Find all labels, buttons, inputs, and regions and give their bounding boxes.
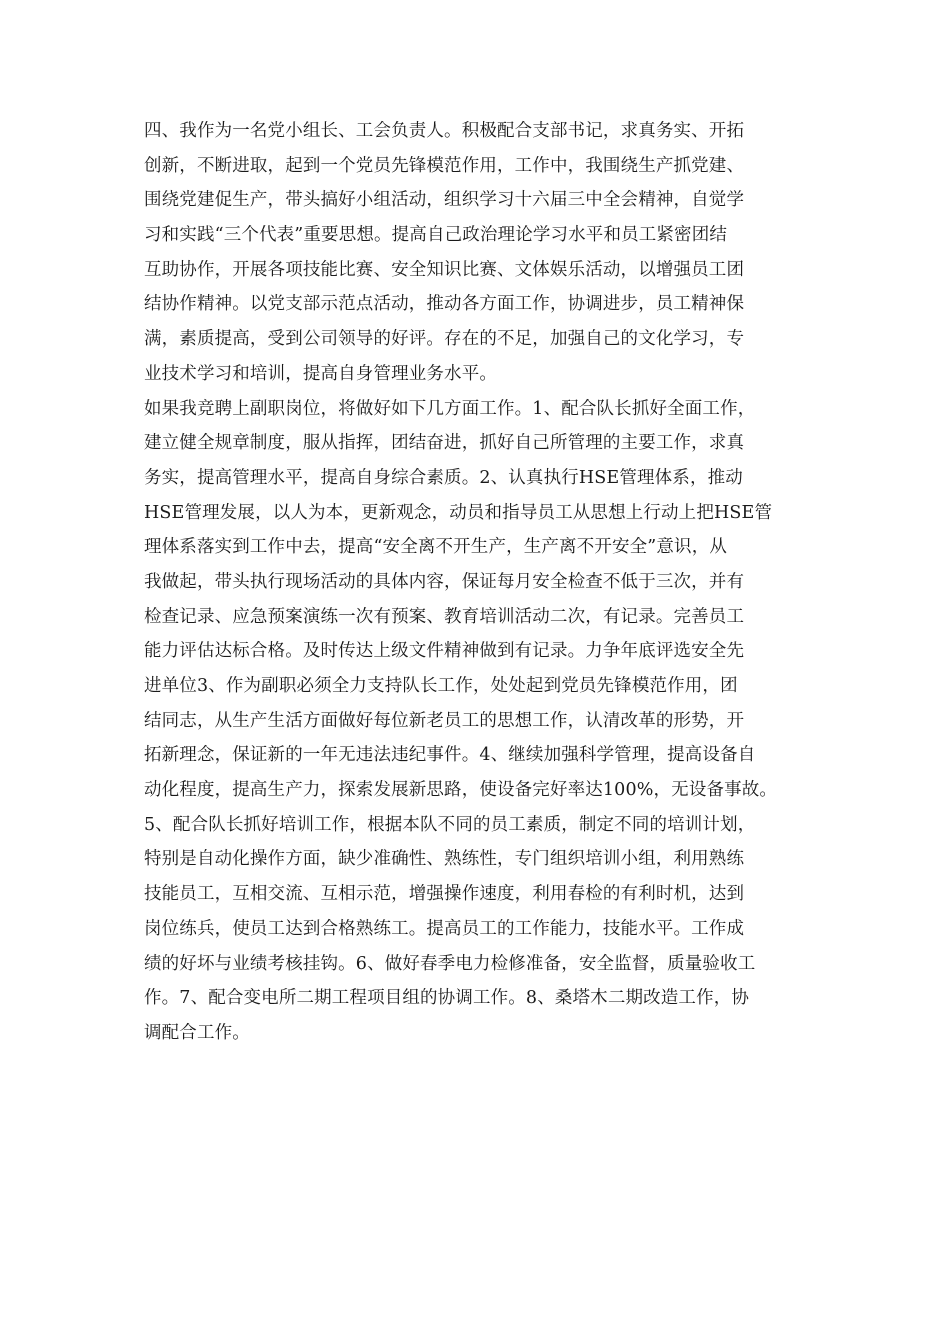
text-line: 特别是自动化操作方面，缺少准确性、熟练性，专门组织培训小组，利用熟练 xyxy=(144,849,745,870)
text-line: 满，素质提高，受到公司领导的好评。存在的不足，加强自己的文化学习，专 xyxy=(144,329,745,350)
text-line: 业技术学习和培训，提高自身管理业务水平。 xyxy=(144,363,497,384)
text-line: 拓新理念，保证新的一年无违法违纪事件。4、继续加强科学管理，提高设备自 xyxy=(144,745,756,766)
body-text xyxy=(144,114,814,1051)
text-line: 绩的好坏与业绩考核挂钩。6、做好春季电力检修准备，安全监督，质量验收工 xyxy=(144,953,756,974)
text-line: 岗位练兵，使员工达到合格熟练工。提高员工的工作能力，技能水平。工作成 xyxy=(144,918,745,939)
text-line: HSE管理发展，以人为本，更新观念，动员和指导员工从思想上行动上把HSE管 xyxy=(144,502,773,523)
text-line: 技能员工，互相交流、互相示范，增强操作速度，利用春检的有利时机，达到 xyxy=(144,884,745,905)
text-line: 务实，提高管理水平，提高自身综合素质。2、认真执行HSE管理体系，推动 xyxy=(144,467,743,488)
text-line: 结同志，从生产生活方面做好每位新老员工的思想工作，认清改革的形势，开 xyxy=(144,710,745,731)
text-line: 结协作精神。以党支部示范点活动，推动各方面工作，协调进步，员工精神保 xyxy=(144,294,745,315)
text-line: 进单位3、作为副职必须全力支持队长工作，处处起到党员先锋模范作用，团 xyxy=(144,676,738,696)
text-line: 调配合工作。 xyxy=(144,1022,250,1043)
text-line: 动化程度，提高生产力，探索发展新思路，使设备完好率达100%，无设备事故。 xyxy=(144,780,778,801)
text-line: 作。7、配合变电所二期工程项目组的协调工作。8、桑塔木二期改造工作，协 xyxy=(144,988,750,1009)
text-line: 创新，不断进取，起到一个党员先锋模范作用，工作中，我围绕生产抓党建、 xyxy=(144,155,745,176)
text-line: 检查记录、应急预案演练一次有预案、教育培训活动二次，有记录。完善员工 xyxy=(144,606,745,627)
text-line: 四、我作为一名党小组长、工会负责人。积极配合支部书记，求真务实、开拓 xyxy=(144,121,745,141)
text-line: 能力评估达标合格。及时传达上级文件精神做到有记录。力争年底评选安全先 xyxy=(144,641,745,662)
text-line: 建立健全规章制度，服从指挥，团结奋进，抓好自己所管理的主要工作，求真 xyxy=(144,433,745,454)
text-line: 习和实践“三个代表”重要思想。提高自己政治理论学习水平和员工紧密团结 xyxy=(144,225,727,246)
text-line: 互助协作，开展各项技能比赛、安全知识比赛、文体娱乐活动，以增强员工团 xyxy=(144,259,745,280)
text-line: 5、配合队长抓好培训工作，根据本队不同的员工素质，制定不同的培训计划， xyxy=(144,814,756,835)
text-line: 理体系落实到工作中去，提高“安全离不开生产，生产离不开安全”意识，从 xyxy=(144,537,727,558)
text-line: 如果我竞聘上副职岗位，将做好如下几方面工作。1、配合队长抓好全面工作， xyxy=(144,398,756,419)
text-line: 我做起，带头执行现场活动的具体内容，保证每月安全检查不低于三次，并有 xyxy=(144,571,745,592)
text-line: 围绕党建促生产，带头搞好小组活动，组织学习十六届三中全会精神，自觉学 xyxy=(144,190,745,211)
